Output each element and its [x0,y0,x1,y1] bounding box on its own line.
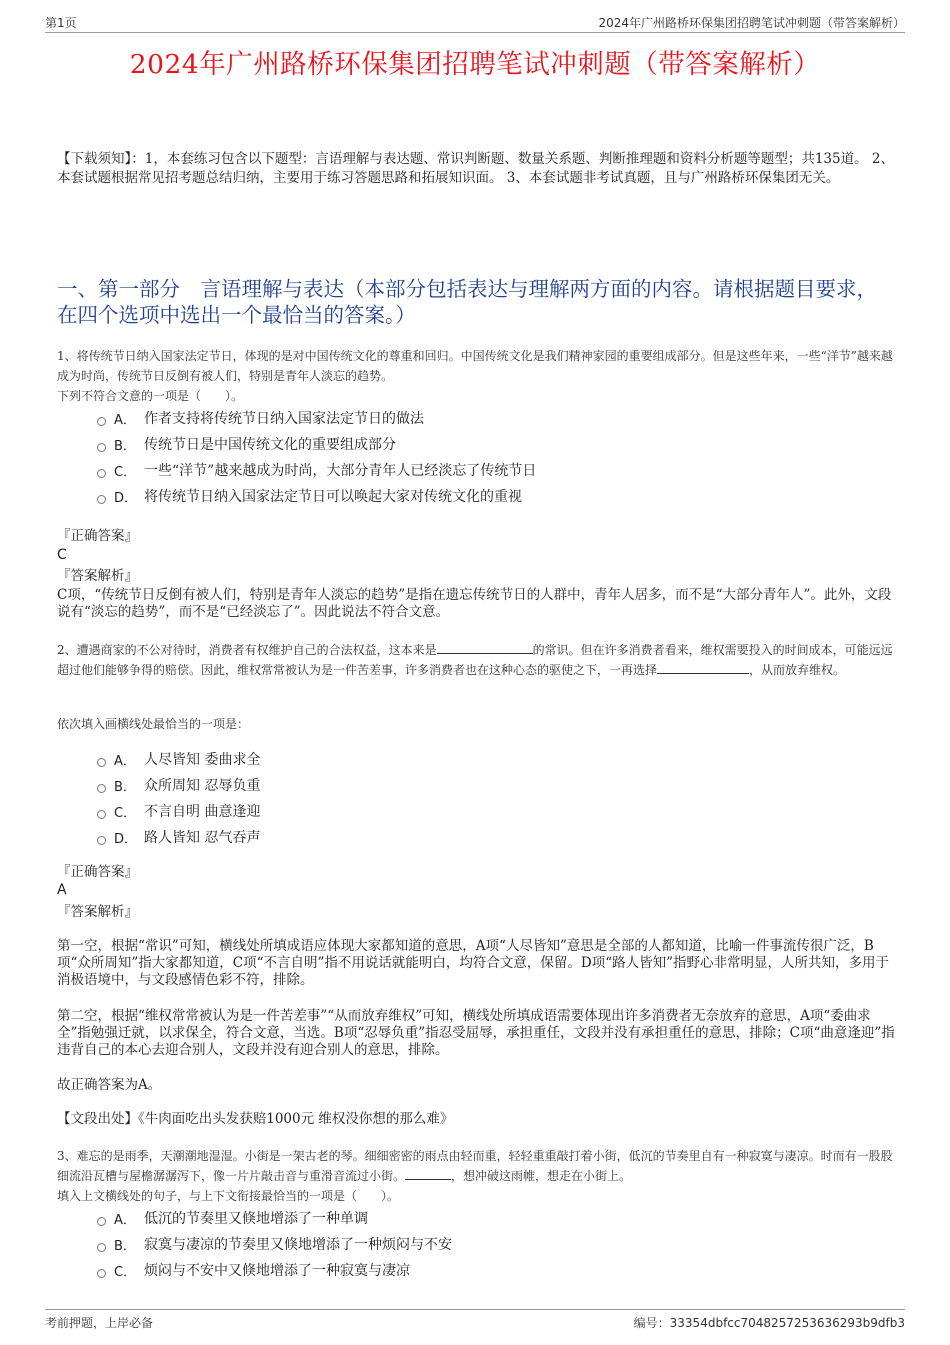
option-letter: A． [114,1212,136,1228]
radio-icon[interactable] [97,469,106,478]
option-text: 将传统节日纳入国家法定节日可以唤起大家对传统文化的重视 [144,489,522,505]
stem-part: ，想冲破这雨帷，想走在小街上。 [451,1169,632,1183]
question-1-option-a[interactable] [97,407,424,429]
option-text: 寂寞与凄凉的节奏里又倏地增添了一种烦闷与不安 [144,1237,452,1253]
footer-code [634,1314,905,1331]
radio-icon[interactable] [97,836,106,845]
question-3-option-a[interactable] [97,1207,368,1229]
footer-divider [45,1309,905,1310]
radio-icon[interactable] [97,1217,106,1226]
question-1-stem: 1、将传统节日纳入国家法定节日，体现的是对中国传统文化的尊重和回归。中国传统文化是我们精神家园的重要组成部分。但是这些年来，一些“洋节”越来越成为时尚，传统节日反倒有被人们，特别是青年人淡忘的趋势。 [57,349,893,383]
option-text: 传统节日是中国传统文化的重要组成部分 [144,437,396,453]
question-2-answer-label: 『正确答案』 [57,864,138,880]
question-1-option-b[interactable] [97,433,396,455]
option-letter: C． [114,805,137,821]
question-3-ask: 填入上文横线处的句子，与上下文衔接最恰当的一项是（ ）。 [57,1189,400,1203]
option-letter: A． [114,753,136,769]
question-2-option-b[interactable] [97,774,260,796]
header-doc-title: 2024年广州路桥环保集团招聘笔试冲刺题（带答案解析） [598,16,905,30]
question-2-source: 【文段出处】《牛肉面吃出头发获赔1000元 维权没你想的那么难》 [57,1111,454,1127]
option-text: 低沉的节奏里又倏地增添了一种单调 [144,1211,368,1227]
page-title: 2024年广州路桥环保集团招聘笔试冲刺题（带答案解析） [129,49,821,80]
question-1-option-c[interactable] [97,459,536,481]
option-letter: D． [114,490,138,506]
stem-part: 的常识。但在许多消费者看来，维权需要投入的时间成本，可能远远超过他们能够争得的赔偿。因此，维权常常被认为是一件苦差事，许多消费者也在这种心态的驱使之下，一再选择 [57,643,893,677]
footer-slogan: 考前押题，上岸必备 [45,1316,154,1330]
question-2-ask: 依次填入画横线处最恰当的一项是： [57,717,250,731]
question-3-stem [57,1146,902,1186]
option-letter: A． [114,412,136,428]
question-3-option-c[interactable] [97,1259,410,1281]
question-1-analysis-label: 『答案解析』 [57,568,138,584]
option-letter: C． [114,1264,137,1280]
footer-code-value: 33354dbfcc7048257253636293b9dfb3 [669,1316,905,1330]
section-title: 一、第一部分 言语理解与表达（本部分包括表达与理解两方面的内容。请根据题目要求，在四个选项中选出一个最恰当的答案。） [57,277,877,327]
question-1-option-d[interactable] [97,485,522,507]
option-text: 烦闷与不安中又倏地增添了一种寂寞与凄凉 [144,1263,410,1279]
radio-icon[interactable] [97,810,106,819]
stem-part: 2、遭遇商家的不公对待时，消费者有权维护自己的合法权益，这本来是 [57,643,437,657]
question-2-conclusion: 故正确答案为A。 [57,1077,162,1093]
question-2-option-d[interactable] [97,826,260,848]
option-letter: D． [114,831,138,847]
option-text: 一些“洋节”越来越成为时尚，大部分青年人已经淡忘了传统节日 [144,463,537,479]
question-1-answer: C [57,547,67,563]
question-2-analysis-p2: 第二空，根据“维权常常被认为是一件苦差事”“从而放弃维权”可知，横线处所填成语需要体现出许多消费者无奈放弃的意思，A项“委曲求全”指勉强迁就，以求保全，符合文意，当选。B项“忍辱负重”指忍受屈辱，承担重任，文段并没有承担重任的意思，排除；C项“曲意逢迎”指违背自己的本心去迎合别人，文段并没有迎合别人的意思，排除。 [57,1008,895,1058]
footer-code-label: 编号： [633,1316,670,1330]
radio-icon[interactable] [97,417,106,426]
option-letter: B． [114,779,136,795]
option-letter: B． [114,438,136,454]
page-number: 第1页 [45,16,77,30]
question-1-analysis: C项，“传统节日反倒有被人们，特别是青年人淡忘的趋势”是指在遗忘传统节日的人群中，青年人居多，而不是“大部分青年人”。此外，文段说有“淡忘的趋势”，而不是“已经淡忘了”。因此说法不符合文意。 [57,587,892,620]
fill-blank [405,1167,451,1180]
option-text: 众所周知 忍辱负重 [144,778,261,794]
question-2-option-c[interactable] [97,800,260,822]
option-text: 不言自明 曲意逢迎 [144,804,261,820]
download-notice: 【下载须知】：1，本套练习包含以下题型：言语理解与表达题、常识判断题、数量关系题、判断推理题和资料分析题等题型；共135道。 2、本套试题根据常见招考题总结归纳，主要用于练习答题思路和拓展知识面。 3、本套试题非考试真题，且与广州路桥环保集团无关。 [57,151,894,186]
question-2-analysis-label: 『答案解析』 [57,904,138,920]
fill-blank [437,641,533,654]
option-letter: C． [114,464,137,480]
radio-icon[interactable] [97,758,106,767]
fill-blank [657,661,749,674]
question-2-option-a[interactable] [97,748,260,770]
stem-part: ，从而放弃维权。 [749,663,846,677]
radio-icon[interactable] [97,443,106,452]
question-1-answer-label: 『正确答案』 [57,528,138,544]
stem-part: 3、难忘的是雨季，天潮潮地湿湿。小街是一架古老的琴。细细密密的雨点由轻而重，轻轻重重敲打着小街，低沉的节奏里自有一种寂寞与凄凉。时而有一股股细流沿瓦槽与屋檐潺潺泻下，像一片片敲击音与重滑音流过小街。 [57,1149,893,1183]
option-text: 人尽皆知 委曲求全 [144,752,261,768]
radio-icon[interactable] [97,784,106,793]
radio-icon[interactable] [97,1269,106,1278]
radio-icon[interactable] [97,1243,106,1252]
question-2-stem [57,640,902,680]
option-text: 路人皆知 忍气吞声 [144,830,261,846]
question-2-analysis-p1: 第一空，根据“常识”可知，横线处所填成语应体现大家都知道的意思，A项“人尽皆知”意思是全部的人都知道，比喻一件事流传很广泛，B项“众所周知”指大家都知道，C项“不言自明”指不用说话就能明白，均符合文意，保留。D项“路人皆知”指野心非常明显，人所共知，多用于消极语境中，与文段感情色彩不符，排除。 [57,938,890,988]
header-divider [45,32,905,33]
question-3-option-b[interactable] [97,1233,452,1255]
question-1-ask: 下列不符合文意的一项是（ ）。 [57,389,244,403]
radio-icon[interactable] [97,495,106,504]
option-text: 作者支持将传统节日纳入国家法定节日的做法 [144,411,424,427]
option-letter: B． [114,1238,136,1254]
question-2-answer: A [57,882,67,898]
